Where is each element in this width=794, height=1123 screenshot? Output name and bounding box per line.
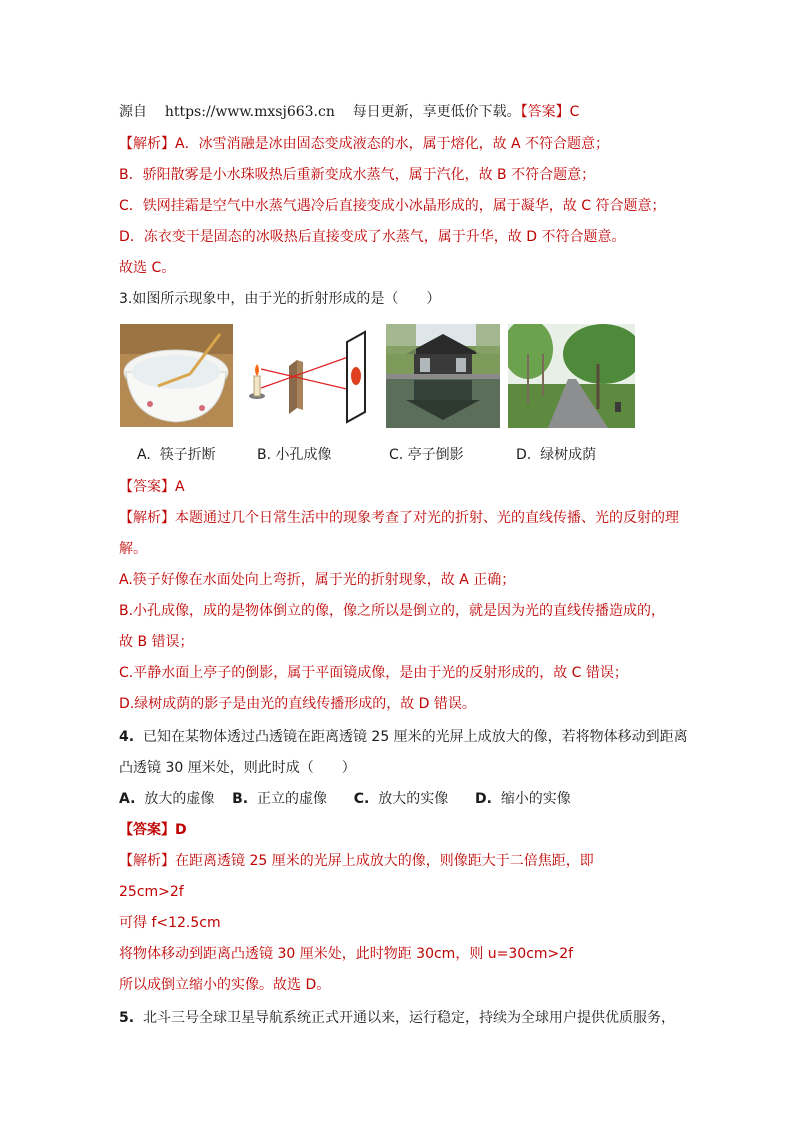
q3-answer (119, 477, 185, 497)
source-prefix: 源自 (119, 104, 147, 120)
question-number: 4. (119, 729, 135, 745)
tree-shade-image (508, 324, 635, 428)
option-text: 小孔成像 (275, 447, 332, 463)
q4-derive (119, 913, 221, 933)
q2-analysis-a (119, 134, 609, 154)
question-number: 5. (119, 1010, 135, 1026)
q2-analysis-c: C．铁网挂霜是空气中水蒸气遇冷后直接变成小冰晶形成的，属于凝华，故 C 符合题意； (119, 198, 666, 214)
q5-question-1 (119, 1008, 675, 1028)
formula-object-distance: u=30cm>2f (487, 946, 574, 962)
answer-value: A (175, 479, 185, 495)
q3-option-d (516, 445, 596, 465)
answer-tag: 【答案】 (119, 479, 175, 495)
bowl-chopstick-image (120, 324, 233, 427)
answer-value: D (175, 822, 187, 838)
q3-option-c (389, 445, 464, 465)
option-text: 放大的虚像 (144, 791, 215, 807)
source-url[interactable]: https://www.mxsj663.cn (164, 104, 335, 120)
analysis-text: 本题通过几个日常生活中的现象考查了对光的折射、光的直线传播、光的反射的理 (175, 510, 679, 526)
q3-option-b (257, 445, 332, 465)
option-letter: D. (474, 791, 492, 807)
q4-question-2: 凸透镜 30 厘米处，则此时成（ ） (119, 760, 356, 776)
q2-analysis-b: B．骄阳散雾是小水珠吸热后重新变成水蒸气，属于汽化，故 B 不符合题意； (119, 167, 596, 183)
q4-analysis-2 (119, 944, 573, 964)
option-letter: B. (232, 791, 249, 807)
question-text: 北斗三号全球卫星导航系统正式开通以来，运行稳定，持续为全球用户提供优质服务， (142, 1010, 675, 1026)
analysis-text: 将物体移动到距离凸透镜 30 厘米处，此时物距 (119, 946, 417, 962)
q4-analysis-3: 所以成倒立缩小的实像。故选 D。 (119, 977, 331, 993)
q3-analysis-c: C.平静水面上亭子的倒影，属于平面镜成像，是由于光的反射形成的，故 C 错误； (119, 665, 628, 681)
analysis-text: 在距离透镜 25 厘米的光屏上成放大的像，则像距大于二倍焦距，即 (175, 853, 594, 869)
analysis-tag: 【解析】 (119, 510, 175, 526)
formula-focal: f<12.5cm (151, 915, 221, 931)
option-text: 筷子折断 (159, 447, 216, 463)
q3-question: 3.如图所示现象中，由于光的折射形成的是（ ） (119, 291, 441, 307)
q3-analysis-intro-1 (119, 508, 679, 528)
option-letter: A. (119, 791, 136, 807)
question-text: 已知在某物体透过凸透镜在距离透镜 25 厘米的光屏上成放大的像，若将物体移动到距离 (142, 729, 688, 745)
q4-formula-1: 25cm>2f (119, 884, 184, 900)
option-text: 缩小的实像 (500, 791, 571, 807)
object-distance: 30cm (416, 946, 456, 962)
answer-tag: 【答案】 (520, 104, 570, 120)
pinhole-diagram-image (243, 324, 378, 427)
option-text: 亭子倒影 (407, 447, 464, 463)
q3-option-a (137, 445, 216, 465)
analysis-tag: 【解析】 (119, 853, 175, 869)
q4-answer (119, 820, 187, 840)
q3-analysis-intro-2: 解。 (119, 541, 147, 557)
q4-analysis-1 (119, 851, 594, 871)
answer-tag: 【答案】 (119, 822, 175, 838)
option-text: 正立的虚像 (257, 791, 328, 807)
pavilion-reflection-image (386, 324, 500, 428)
q2-analysis-a-text: A．冰雪消融是冰由固态变成液态的水，属于熔化，故 A 不符合题意； (175, 136, 610, 152)
answer-value: C (569, 104, 580, 120)
q3-analysis-b-1: B.小孔成像，成的是物体倒立的像，像之所以是倒立的，就是因为光的直线传播造成的， (119, 603, 666, 619)
source-line (119, 102, 579, 122)
option-text: 绿树成荫 (540, 447, 597, 463)
analysis-text: ，则 (455, 946, 488, 962)
source-suffix: 每日更新，享更低价下载。 (352, 104, 521, 120)
option-letter: C. (353, 791, 370, 807)
option-letter: D. (516, 447, 532, 463)
q4-options (119, 789, 571, 809)
option-letter: C. (389, 447, 404, 463)
option-letter: A. (137, 447, 151, 463)
derive-prefix: 可得 (119, 915, 152, 931)
q3-analysis-b-2: 故 B 错误； (119, 634, 194, 650)
q3-analysis-d: D.绿树成荫的影子是由光的直线传播形成的，故 D 错误。 (119, 696, 476, 712)
q2-conclusion: 故选 C。 (119, 260, 176, 276)
analysis-tag: 【解析】 (119, 136, 175, 152)
q3-analysis-a: A.筷子好像在水面处向上弯折，属于光的折射现象，故 A 正确； (119, 572, 516, 588)
q4-question-1 (119, 727, 688, 747)
option-text: 放大的实像 (378, 791, 449, 807)
option-letter: B. (257, 447, 272, 463)
q2-analysis-d: D．冻衣变干是固态的冰吸热后直接变成了水蒸气，属于升华，故 D 不符合题意。 (119, 229, 626, 245)
